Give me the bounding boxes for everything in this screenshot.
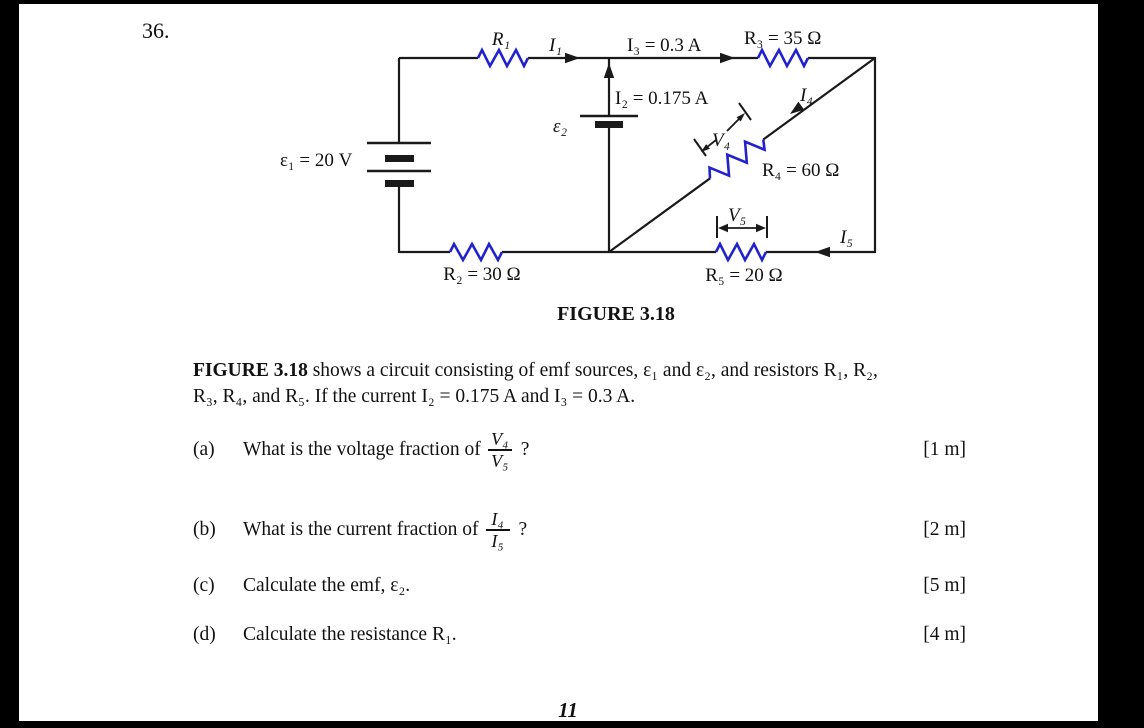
label-r4: R₄ = 60 Ω [762, 160, 840, 181]
label-i5: I₅ [840, 227, 853, 248]
label-r3: R₃ = 35 Ω [744, 28, 822, 49]
resistor-r2-zigzag [450, 244, 502, 260]
statement-line-1-rest: shows a circuit consisting of emf sources, ε₁ and ε₂, and resistors R₁, R₂, [307, 360, 878, 381]
question-c-label: (c) [193, 575, 215, 596]
figure-caption: FIGURE 3.18 [557, 303, 675, 325]
current-arrow-i1 [565, 53, 580, 63]
question-c [193, 575, 966, 597]
label-i4: I₄ [800, 85, 813, 106]
label-i2: I₂ = 0.175 A [615, 88, 709, 109]
label-emf1: ε₁ = 20 V [280, 150, 353, 171]
current-arrow-i3 [720, 53, 735, 63]
label-r2: R₂ = 30 Ω [443, 264, 521, 285]
label-v4: V₄ [712, 130, 731, 151]
battery-emf2-icon [580, 116, 638, 125]
question-a-marks: [1 m] [923, 439, 966, 460]
label-i3: I₃ = 0.3 A [627, 35, 702, 56]
label-v5: V₅ [728, 205, 747, 226]
question-b-fraction [486, 509, 510, 551]
current-arrow-i5 [815, 247, 830, 257]
question-b-marks: [2 m] [923, 519, 966, 540]
label-i1: I₁ [549, 35, 562, 56]
resistor-r1-zigzag [478, 50, 528, 66]
question-a [193, 420, 966, 480]
question-b [193, 500, 966, 560]
label-emf2: ε₂ [553, 116, 568, 137]
problem-statement [193, 358, 993, 410]
question-number: 36. [142, 18, 170, 43]
question-b-suffix: ? [518, 519, 528, 540]
question-c-text: Calculate the emf, ε₂. [243, 575, 411, 596]
resistor-r3-zigzag [758, 50, 808, 66]
question-a-suffix: ? [520, 439, 530, 460]
question-a-label: (a) [193, 439, 215, 460]
question-b-label: (b) [193, 519, 216, 540]
question-a-text: What is the voltage fraction of [243, 439, 481, 460]
fraction-numerator: I₄ [491, 509, 504, 529]
battery-emf1-icon [367, 143, 431, 184]
resistor-r5-zigzag [716, 244, 766, 260]
figure-reference-bold: FIGURE 3.18 [193, 360, 308, 381]
question-d-label: (d) [193, 624, 216, 645]
statement-line-1 [193, 358, 993, 384]
question-d [193, 624, 966, 646]
label-r1: R₁ [491, 29, 511, 50]
statement-line-2: R₃, R₄, and R₅. If the current I₂ = 0.175 A and I₃ = 0.3 A. [193, 386, 636, 407]
fraction-numerator: V₄ [491, 429, 509, 449]
fraction-denominator: I₅ [491, 530, 504, 551]
page-number: 11 [558, 698, 578, 722]
question-b-text: What is the current fraction of [243, 519, 479, 540]
question-d-marks: [4 m] [923, 624, 966, 645]
question-c-marks: [5 m] [923, 575, 966, 596]
fraction-denominator: V₅ [491, 450, 509, 471]
question-a-fraction [488, 429, 512, 471]
question-d-text: Calculate the resistance R₁. [243, 624, 457, 645]
label-r5: R₅ = 20 Ω [705, 265, 783, 286]
current-arrow-i2 [604, 63, 614, 78]
